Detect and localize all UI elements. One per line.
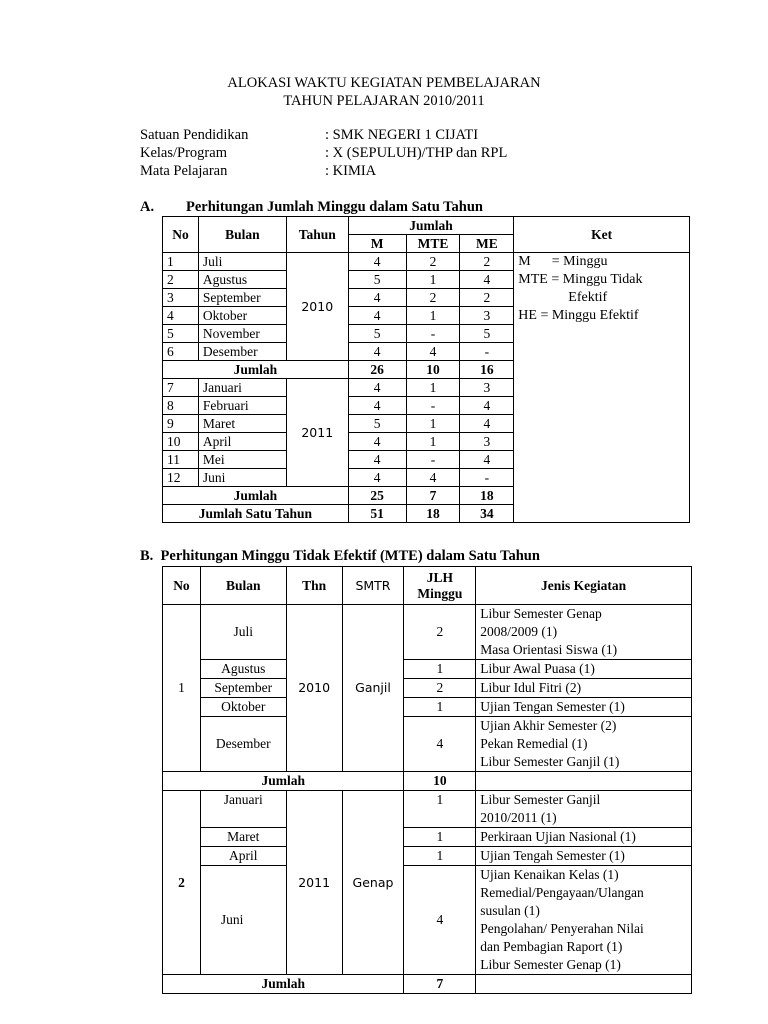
doc-title-line2: TAHUN PELAJARAN 2010/2011	[283, 93, 485, 109]
cell-sum-m: 25	[348, 487, 406, 505]
cell-jumlah-label: Jumlah	[163, 487, 349, 505]
cell-empty	[476, 975, 692, 994]
kegiatan-line: Pekan Remedial (1)	[480, 736, 588, 751]
header-jenis-kegiatan: Jenis Kegiatan	[476, 567, 692, 605]
header-bulan: Bulan	[198, 217, 286, 253]
info-label: Kelas/Program	[140, 145, 227, 161]
cell-jlh: 4	[404, 866, 476, 975]
ket-line: Efektif	[568, 290, 608, 305]
cell-kegiatan	[476, 866, 692, 975]
info-value: : SMK NEGERI 1 CIJATI	[325, 127, 479, 143]
cell-thn: 2011	[286, 791, 342, 975]
cell-m: 4	[348, 433, 406, 451]
cell-no: 5	[163, 325, 199, 343]
cell-mte: 1	[406, 415, 460, 433]
kegiatan-line: Remedial/Pengayaan/Ulangan	[480, 885, 644, 900]
cell-me: 3	[460, 379, 514, 397]
kegiatan-line: susulan (1)	[480, 903, 540, 918]
table-row	[163, 717, 692, 772]
cell-smtr: Genap	[342, 791, 404, 975]
header-bulan: Bulan	[200, 567, 286, 605]
cell-no: 2	[163, 791, 201, 975]
cell-kegiatan	[476, 828, 692, 847]
cell-no: 12	[163, 469, 199, 487]
section-a-letter: A.	[140, 199, 155, 215]
cell-bulan: Desember	[198, 343, 286, 361]
ket-line: HE = Minggu Efektif	[518, 308, 639, 323]
cell-bulan: Oktober	[198, 307, 286, 325]
info-row-satuan	[140, 127, 479, 144]
cell-jlh: 1	[404, 660, 476, 679]
header-m: M	[348, 235, 406, 253]
cell-kegiatan	[476, 698, 692, 717]
info-row-mapel	[140, 163, 377, 180]
cell-mte: -	[406, 451, 460, 469]
table-row	[163, 698, 692, 717]
cell-sum-mte: 7	[406, 487, 460, 505]
table-row	[163, 847, 692, 866]
cell-kegiatan	[476, 679, 692, 698]
cell-me: 2	[460, 289, 514, 307]
cell-no: 7	[163, 379, 199, 397]
kegiatan-line: 2008/2009 (1)	[480, 624, 558, 639]
cell-sum-me: 18	[460, 487, 514, 505]
cell-bulan: Maret	[198, 415, 286, 433]
cell-bulan: April	[200, 847, 286, 866]
cell-no: 6	[163, 343, 199, 361]
table-row	[163, 660, 692, 679]
table-row	[163, 866, 692, 975]
cell-year-2011: 2011	[286, 379, 348, 487]
table-row	[163, 679, 692, 698]
cell-me: 3	[460, 307, 514, 325]
cell-no: 4	[163, 307, 199, 325]
cell-no: 10	[163, 433, 199, 451]
ket-line: M = Minggu	[518, 254, 608, 269]
cell-bulan: November	[198, 325, 286, 343]
header-minggu: Minggu	[417, 585, 463, 601]
cell-no: 1	[163, 605, 201, 772]
cell-m: 4	[348, 253, 406, 271]
cell-jlh: 1	[404, 791, 476, 828]
header-no: No	[163, 567, 201, 605]
header-ket: Ket	[514, 217, 690, 253]
kegiatan-line: dan Pembagian Raport (1)	[480, 939, 623, 954]
cell-me: 2	[460, 253, 514, 271]
kegiatan-line: Ujian Akhir Semester (2)	[480, 718, 617, 733]
header-me: ME	[460, 235, 514, 253]
cell-mte: 4	[406, 343, 460, 361]
cell-jlh: 1	[404, 828, 476, 847]
cell-no: 2	[163, 271, 199, 289]
cell-total-label: Jumlah Satu Tahun	[163, 505, 349, 523]
cell-sum-m: 26	[348, 361, 406, 379]
header-no: No	[163, 217, 199, 253]
table-row	[163, 828, 692, 847]
cell-total-m: 51	[348, 505, 406, 523]
cell-mte: 4	[406, 469, 460, 487]
cell-mte: -	[406, 397, 460, 415]
kegiatan-line: Perkiraan Ujian Nasional (1)	[480, 829, 636, 844]
info-value: : X (SEPULUH)/THP dan RPL	[325, 145, 508, 161]
cell-bulan: Januari	[200, 791, 286, 828]
kegiatan-line: Libur Awal Puasa (1)	[480, 661, 595, 676]
header-mte: MTE	[406, 235, 460, 253]
cell-no: 9	[163, 415, 199, 433]
ket-line: MTE = Minggu Tidak	[518, 272, 643, 287]
table-row	[163, 791, 692, 828]
kegiatan-line: Masa Orientasi Siswa (1)	[480, 642, 618, 657]
subtotal-row-genap	[163, 975, 692, 994]
header-jlh-minggu	[404, 567, 476, 605]
header-smtr: SMTR	[342, 567, 404, 605]
table-row	[163, 253, 690, 271]
cell-m: 5	[348, 415, 406, 433]
cell-kegiatan	[476, 847, 692, 866]
cell-jlh: 1	[404, 698, 476, 717]
kegiatan-line: Ujian Tengan Semester (1)	[480, 699, 625, 714]
info-label: Satuan Pendidikan	[140, 127, 249, 143]
cell-m: 4	[348, 469, 406, 487]
cell-bulan: Juni	[200, 866, 286, 975]
section-b-title: B. Perhitungan Minggu Tidak Efektif (MTE) dalam Satu Tahun	[140, 548, 540, 564]
cell-m: 4	[348, 451, 406, 469]
cell-me: 4	[460, 271, 514, 289]
header-jumlah: Jumlah	[348, 217, 514, 235]
cell-bulan: Maret	[200, 828, 286, 847]
cell-m: 5	[348, 325, 406, 343]
cell-me: 4	[460, 397, 514, 415]
cell-bulan: Februari	[198, 397, 286, 415]
cell-jumlah-label: Jumlah	[163, 975, 404, 994]
cell-total-me: 34	[460, 505, 514, 523]
cell-kegiatan	[476, 660, 692, 679]
cell-me: 5	[460, 325, 514, 343]
cell-thn: 2010	[286, 605, 342, 772]
cell-no: 11	[163, 451, 199, 469]
cell-jlh: 2	[404, 679, 476, 698]
cell-me: -	[460, 343, 514, 361]
cell-bulan: Juli	[198, 253, 286, 271]
cell-m: 4	[348, 307, 406, 325]
cell-mte: 1	[406, 379, 460, 397]
info-label: Mata Pelajaran	[140, 163, 228, 179]
kegiatan-line: Libur Semester Genap (1)	[480, 957, 621, 972]
cell-bulan: September	[200, 679, 286, 698]
cell-jumlah-label: Jumlah	[163, 772, 404, 791]
cell-mte: -	[406, 325, 460, 343]
cell-bulan: Desember	[200, 717, 286, 772]
cell-bulan: Agustus	[200, 660, 286, 679]
cell-jumlah-label: Jumlah	[163, 361, 349, 379]
cell-sum: 7	[404, 975, 476, 994]
cell-me: 3	[460, 433, 514, 451]
cell-me: -	[460, 469, 514, 487]
doc-title-line1: ALOKASI WAKTU KEGIATAN PEMBELAJARAN	[227, 75, 541, 91]
kegiatan-line: Pengolahan/ Penyerahan Nilai	[480, 921, 644, 936]
cell-ket	[514, 253, 690, 523]
cell-mte: 2	[406, 253, 460, 271]
cell-m: 4	[348, 397, 406, 415]
cell-me: 4	[460, 451, 514, 469]
cell-bulan: September	[198, 289, 286, 307]
info-value: : KIMIA	[325, 163, 377, 179]
cell-kegiatan	[476, 605, 692, 660]
cell-year-2010: 2010	[286, 253, 348, 361]
cell-m: 4	[348, 379, 406, 397]
cell-mte: 1	[406, 433, 460, 451]
cell-me: 4	[460, 415, 514, 433]
kegiatan-line: Ujian Tengah Semester (1)	[480, 848, 625, 863]
cell-no: 1	[163, 253, 199, 271]
kegiatan-line: 2010/2011 (1)	[480, 810, 557, 825]
kegiatan-line: Libur Semester Ganjil (1)	[480, 754, 620, 769]
cell-jlh: 1	[404, 847, 476, 866]
cell-smtr: Ganjil	[342, 605, 404, 772]
cell-kegiatan	[476, 717, 692, 772]
table-row	[163, 605, 692, 660]
cell-jlh: 2	[404, 605, 476, 660]
cell-mte: 2	[406, 289, 460, 307]
header-tahun: Tahun	[286, 217, 348, 253]
cell-mte: 1	[406, 307, 460, 325]
cell-bulan: Oktober	[200, 698, 286, 717]
cell-mte: 1	[406, 271, 460, 289]
subtotal-row-ganjil	[163, 772, 692, 791]
kegiatan-line: Libur Semester Genap	[480, 606, 602, 621]
cell-sum-mte: 10	[406, 361, 460, 379]
cell-jlh: 4	[404, 717, 476, 772]
table-minggu-tahun	[162, 216, 690, 523]
cell-bulan: Agustus	[198, 271, 286, 289]
cell-empty	[476, 772, 692, 791]
cell-kegiatan	[476, 791, 692, 828]
cell-bulan: Mei	[198, 451, 286, 469]
cell-bulan: Januari	[198, 379, 286, 397]
cell-m: 5	[348, 271, 406, 289]
cell-sum-me: 16	[460, 361, 514, 379]
header-jlh: JLH	[426, 569, 453, 585]
cell-sum: 10	[404, 772, 476, 791]
kegiatan-line: Ujian Kenaikan Kelas (1)	[480, 867, 619, 882]
cell-bulan: Juni	[198, 469, 286, 487]
cell-bulan: April	[198, 433, 286, 451]
table-mte	[162, 566, 692, 994]
section-a-title: Perhitungan Jumlah Minggu dalam Satu Tahun	[186, 199, 483, 215]
info-row-kelas	[140, 145, 508, 162]
cell-no: 8	[163, 397, 199, 415]
kegiatan-line: Libur Semester Ganjil	[480, 792, 601, 807]
cell-total-mte: 18	[406, 505, 460, 523]
header-thn: Thn	[286, 567, 342, 605]
cell-m: 4	[348, 289, 406, 307]
kegiatan-line: Libur Idul Fitri (2)	[480, 680, 582, 695]
cell-m: 4	[348, 343, 406, 361]
cell-bulan: Juli	[200, 605, 286, 660]
cell-no: 3	[163, 289, 199, 307]
